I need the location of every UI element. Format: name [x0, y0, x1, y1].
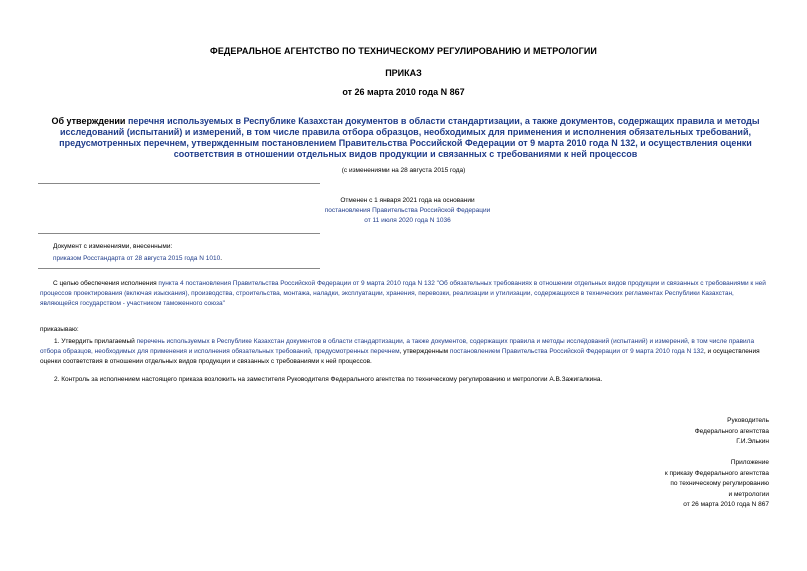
title-prefix: Об утверждении [51, 116, 128, 126]
agency-name: ФЕДЕРАЛЬНОЕ АГЕНТСТВО ПО ТЕХНИЧЕСКОМУ РЕГУЛИРОВАНИЮ И МЕТРОЛОГИИ [210, 46, 597, 56]
cancellation-note [190, 196, 625, 226]
preamble-paragraph [40, 279, 773, 309]
appendix-line2: к приказу Федерального агентства [664, 469, 769, 477]
item1-prefix: 1. Утвердить прилагаемый [54, 338, 137, 345]
document-type: ПРИКАЗ [385, 68, 422, 78]
signature-name: Г.И.Элькин [736, 438, 769, 445]
cancellation-line1: Отменен с 1 января 2021 года на основании [340, 197, 475, 204]
title-link[interactable]: перечня используемых в Республике Казахстан документов в области стандартизации, а также документов, содержащих правила и методы исследований (испытаний) и измерений, в том числе правила отбора образцов, необходимых для применения и исполнения обязательных требований, предусмотренных перечнем, утвержденным постановлением Правительства Российской Федерации от 9 марта 2010 года N 132, и осуществления оценки соответствия в отношении отдельных видов продукции и связанных с требованиями к ней процессов [59, 116, 760, 159]
appendix-line3: по техническому регулированию [670, 480, 769, 487]
item1-suffix: , и осуществления оценки соответствия в отношении отдельных видов продукции и связанных с требованиями к ней процессов. [40, 348, 760, 365]
divider-amend-bottom [38, 268, 320, 269]
cancellation-link-date[interactable]: от 11 июля 2020 года N 1036 [364, 217, 451, 224]
appendix-line4: и метрологии [728, 490, 769, 498]
item1-list-link[interactable]: перечень используемых в Республике Казахстан документов в области стандартизации, а также документов, содержащих правила и методы исследований (испытаний) и измерений, в том числе правила отбора образцов, необходимых для применения и исполнения обязательных требований, предусмотренных перечнем [40, 338, 755, 355]
appendix-title: Приложение [730, 459, 769, 466]
signature-block [519, 416, 769, 448]
item1-middle: , утвержденным [399, 348, 450, 355]
divider-top [38, 183, 320, 184]
cancellation-link[interactable]: постановления Правительства Российской Федерации [324, 207, 491, 214]
changes-note: (с изменениями на 28 августа 2015 года) [341, 167, 466, 174]
amendments-suffix: . [220, 254, 223, 262]
appendix-date: от 26 марта 2010 года N 867 [683, 501, 769, 508]
amendments-link[interactable]: приказом Росстандарта от 28 августа 2015 года N 1010 [53, 254, 221, 262]
preamble-prefix: С целью обеспечения исполнения [53, 280, 159, 287]
order-word: приказываю: [40, 326, 79, 333]
divider-amend-top [38, 233, 320, 234]
document-date: от 26 марта 2010 года N 867 [342, 87, 465, 97]
order-item-1 [40, 337, 773, 367]
item1-decree-link[interactable]: постановлением Правительства Российской Федерации от 9 марта 2010 года N 132 [449, 348, 704, 355]
order-item-2: 2. Контроль за исполнением настоящего приказа возложить на заместителя Руководителя Федерального агентства по техническому регулированию и метрологии А.В.Зажигалкина. [54, 376, 603, 383]
document-title [38, 116, 773, 160]
preamble-link[interactable]: пункта 4 постановления Правительства Российской Федерации от 9 марта 2010 года N 132 "Об обязательных требованиях в отношении отдельных видов продукции и связанных с требованиями к ней процессов проектирования (включая изыскания), производства, строительства, монтажа, наладки, эксплуатации, хранения, перевозки, реализации и утилизации, содержащихся в технических регламентах Республики Казахстан, являющейся государством - участником таможенного союза" [40, 280, 766, 307]
appendix-block [519, 458, 769, 511]
amendments-block [53, 241, 453, 264]
amendments-label: Документ с изменениями, внесенными: [53, 243, 173, 250]
signature-organization: Федерального агентства [694, 427, 769, 435]
signature-position: Руководитель [727, 417, 769, 424]
